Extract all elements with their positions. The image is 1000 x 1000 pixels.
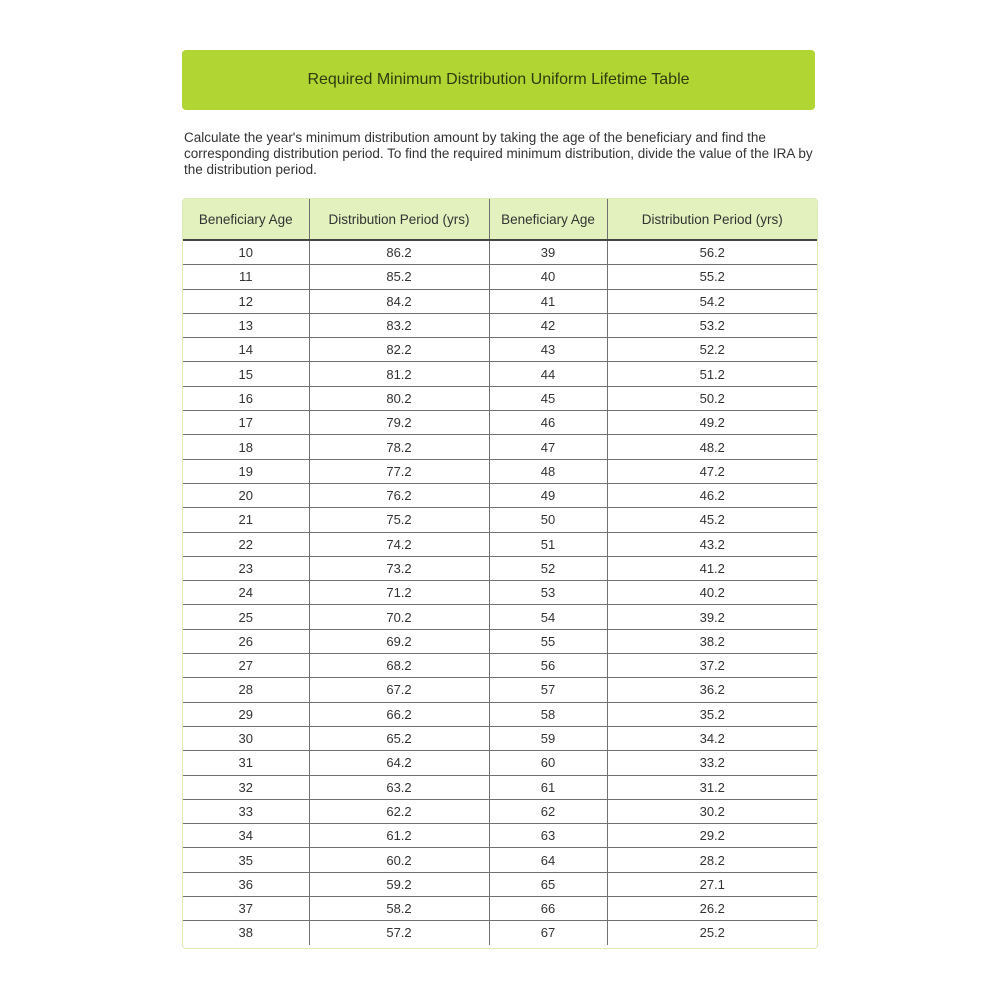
- cell-distribution-period: 33.2: [607, 751, 817, 775]
- cell-beneficiary-age: 15: [183, 362, 309, 386]
- cell-beneficiary-age: 53: [489, 581, 607, 605]
- table-row: [183, 581, 817, 605]
- cell-beneficiary-age: 26: [183, 629, 309, 653]
- cell-distribution-period: 74.2: [309, 532, 489, 556]
- table-row: [183, 240, 817, 265]
- cell-beneficiary-age: 43: [489, 338, 607, 362]
- cell-beneficiary-age: 29: [183, 702, 309, 726]
- table-header-row: [183, 199, 817, 240]
- cell-beneficiary-age: 27: [183, 654, 309, 678]
- cell-distribution-period: 36.2: [607, 678, 817, 702]
- cell-beneficiary-age: 38: [238, 925, 253, 941]
- cell-distribution-period: 27.1: [607, 872, 817, 896]
- table-row: [183, 702, 817, 726]
- table-row: [183, 824, 817, 848]
- cell-beneficiary-age: 21: [183, 508, 309, 532]
- cell-beneficiary-age: 45: [489, 386, 607, 410]
- cell-distribution-period: 86.2: [309, 240, 489, 265]
- cell-beneficiary-age: 18: [183, 435, 309, 459]
- cell-distribution-period: 28.2: [607, 848, 817, 872]
- table-row: [183, 775, 817, 799]
- table-row: [183, 726, 817, 750]
- cell-beneficiary-age: 13: [183, 313, 309, 337]
- cell-distribution-period: 76.2: [309, 483, 489, 507]
- cell-distribution-period: 31.2: [607, 775, 817, 799]
- cell-beneficiary-age: 48: [489, 459, 607, 483]
- cell-beneficiary-age: 55: [489, 629, 607, 653]
- table-row: [183, 678, 817, 702]
- header-beneficiary-age: Beneficiary Age: [489, 199, 607, 240]
- header-beneficiary-age: Beneficiary Age: [183, 199, 309, 240]
- table-row: [183, 265, 817, 289]
- cell-beneficiary-age: 63: [489, 824, 607, 848]
- cell-distribution-period: 29.2: [607, 824, 817, 848]
- table-row: [183, 751, 817, 775]
- cell-beneficiary-age: 59: [489, 726, 607, 750]
- table-row: [183, 289, 817, 313]
- table-row: [183, 629, 817, 653]
- cell-beneficiary-age: 28: [183, 678, 309, 702]
- cell-beneficiary-age: 58: [489, 702, 607, 726]
- cell-beneficiary-age: 25: [183, 605, 309, 629]
- cell-beneficiary-age: 41: [489, 289, 607, 313]
- cell-distribution-period: 83.2: [309, 313, 489, 337]
- cell-beneficiary-age: 42: [489, 313, 607, 337]
- cell-beneficiary-age: 62: [489, 799, 607, 823]
- cell-distribution-period: 61.2: [309, 824, 489, 848]
- cell-distribution-period: 70.2: [309, 605, 489, 629]
- cell-beneficiary-age: 10: [183, 240, 309, 265]
- cell-beneficiary-age: 40: [489, 265, 607, 289]
- cell-distribution-period: 41.2: [607, 556, 817, 580]
- cell-distribution-period: 73.2: [309, 556, 489, 580]
- title-banner: [182, 50, 815, 110]
- table-row: [183, 338, 817, 362]
- table-row: [183, 872, 817, 896]
- table-row: [183, 556, 817, 580]
- table-row: [183, 313, 817, 337]
- cell-distribution-period: 64.2: [309, 751, 489, 775]
- cell-distribution-period: 75.2: [309, 508, 489, 532]
- table-row: [183, 435, 817, 459]
- cell-beneficiary-age: 54: [489, 605, 607, 629]
- table-row: [183, 799, 817, 823]
- cell-distribution-period: 37.2: [607, 654, 817, 678]
- cell-beneficiary-age: 65: [489, 872, 607, 896]
- cell-beneficiary-age: 33: [183, 799, 309, 823]
- page-title: Required Minimum Distribution Uniform Lifetime Table: [307, 71, 690, 88]
- cell-distribution-period: 52.2: [607, 338, 817, 362]
- table-row: [183, 848, 817, 872]
- cell-distribution-period: 46.2: [607, 483, 817, 507]
- cell-distribution-period: 66.2: [309, 702, 489, 726]
- cell-distribution-period: 48.2: [607, 435, 817, 459]
- cell-beneficiary-age: 34: [183, 824, 309, 848]
- cell-beneficiary-age: 35: [183, 848, 309, 872]
- table-row: [183, 897, 817, 921]
- cell-distribution-period: 47.2: [607, 459, 817, 483]
- cell-distribution-period: 63.2: [309, 775, 489, 799]
- table-row: [183, 483, 817, 507]
- cell-beneficiary-age: 57: [489, 678, 607, 702]
- cell-distribution-period: 62.2: [309, 799, 489, 823]
- table-row: [183, 508, 817, 532]
- cell-distribution-period: 68.2: [309, 654, 489, 678]
- cell-beneficiary-age: 39: [489, 240, 607, 265]
- cell-beneficiary-age: 60: [489, 751, 607, 775]
- cell-distribution-period: 69.2: [309, 629, 489, 653]
- cell-beneficiary-age: 49: [489, 483, 607, 507]
- cell-distribution-period: 45.2: [607, 508, 817, 532]
- cell-beneficiary-age: 44: [489, 362, 607, 386]
- cell-distribution-period: 51.2: [607, 362, 817, 386]
- cell-beneficiary-age: 12: [183, 289, 309, 313]
- cell-beneficiary-age: 11: [183, 265, 309, 289]
- cell-beneficiary-age: 67: [489, 921, 607, 945]
- cell-distribution-period: 26.2: [607, 897, 817, 921]
- cell-distribution-period: 77.2: [309, 459, 489, 483]
- cell-beneficiary-age: 64: [489, 848, 607, 872]
- distribution-table: [183, 199, 817, 945]
- distribution-table-container: [182, 198, 818, 949]
- cell-distribution-period: 25.2: [607, 921, 817, 945]
- cell-distribution-period: 65.2: [309, 726, 489, 750]
- cell-beneficiary-age: 24: [183, 581, 309, 605]
- cell-beneficiary-age: 32: [183, 775, 309, 799]
- table-row: [183, 532, 817, 556]
- cell-distribution-period: 43.2: [607, 532, 817, 556]
- cell-distribution-period: 84.2: [309, 289, 489, 313]
- cell-beneficiary-age: 50: [489, 508, 607, 532]
- cell-distribution-period: 58.2: [309, 897, 489, 921]
- cell-distribution-period: 53.2: [607, 313, 817, 337]
- cell-distribution-period: 55.2: [607, 265, 817, 289]
- cell-distribution-period: 50.2: [607, 386, 817, 410]
- table-row: [183, 921, 817, 945]
- cell-distribution-period: 56.2: [607, 240, 817, 265]
- cell-beneficiary-age: 22: [183, 532, 309, 556]
- cell-distribution-period: 85.2: [309, 265, 489, 289]
- cell-beneficiary-age: 37: [183, 897, 309, 921]
- cell-distribution-period: 54.2: [607, 289, 817, 313]
- cell-distribution-period: 59.2: [309, 872, 489, 896]
- cell-beneficiary-age: 46: [489, 411, 607, 435]
- cell-beneficiary-age: 52: [489, 556, 607, 580]
- cell-distribution-period: 80.2: [309, 386, 489, 410]
- cell-beneficiary-age: 30: [183, 726, 309, 750]
- cell-beneficiary-age: 31: [183, 751, 309, 775]
- cell-distribution-period: 39.2: [607, 605, 817, 629]
- cell-distribution-period: 60.2: [309, 848, 489, 872]
- table-row: [183, 386, 817, 410]
- cell-beneficiary-age: 61: [489, 775, 607, 799]
- cell-beneficiary-age: 16: [183, 386, 309, 410]
- cell-distribution-period: 82.2: [309, 338, 489, 362]
- table-row: [183, 459, 817, 483]
- cell-beneficiary-age: 20: [183, 483, 309, 507]
- cell-distribution-period: 34.2: [607, 726, 817, 750]
- cell-beneficiary-age: 19: [183, 459, 309, 483]
- table-row: [183, 654, 817, 678]
- cell-distribution-period: 78.2: [309, 435, 489, 459]
- cell-beneficiary-age: 14: [183, 338, 309, 362]
- cell-distribution-period: 67.2: [309, 678, 489, 702]
- cell-beneficiary-age: 56: [489, 654, 607, 678]
- cell-beneficiary-age: 66: [489, 897, 607, 921]
- cell-distribution-period: 71.2: [309, 581, 489, 605]
- cell-distribution-period: 40.2: [607, 581, 817, 605]
- cell-beneficiary-age: 51: [489, 532, 607, 556]
- cell-beneficiary-age: 47: [489, 435, 607, 459]
- cell-distribution-period: 35.2: [607, 702, 817, 726]
- cell-distribution-period: 79.2: [309, 411, 489, 435]
- intro-text: Calculate the year's minimum distribution amount by taking the age of the beneficiary and find the corresponding distribution period. To find the required minimum distribution, divide the value of the IRA by the distribution period.: [184, 130, 813, 177]
- cell-beneficiary-age: 36: [183, 872, 309, 896]
- table-body: [183, 240, 817, 945]
- cell-distribution-period: 57.2: [309, 921, 489, 945]
- header-distribution-period: Distribution Period (yrs): [607, 199, 817, 240]
- table-row: [183, 605, 817, 629]
- cell-beneficiary-age: 23: [183, 556, 309, 580]
- table-row: [183, 411, 817, 435]
- cell-distribution-period: 49.2: [607, 411, 817, 435]
- cell-distribution-period: 30.2: [607, 799, 817, 823]
- cell-beneficiary-age: 17: [183, 411, 309, 435]
- cell-distribution-period: 81.2: [309, 362, 489, 386]
- header-distribution-period: Distribution Period (yrs): [309, 199, 489, 240]
- cell-distribution-period: 38.2: [607, 629, 817, 653]
- table-row: [183, 362, 817, 386]
